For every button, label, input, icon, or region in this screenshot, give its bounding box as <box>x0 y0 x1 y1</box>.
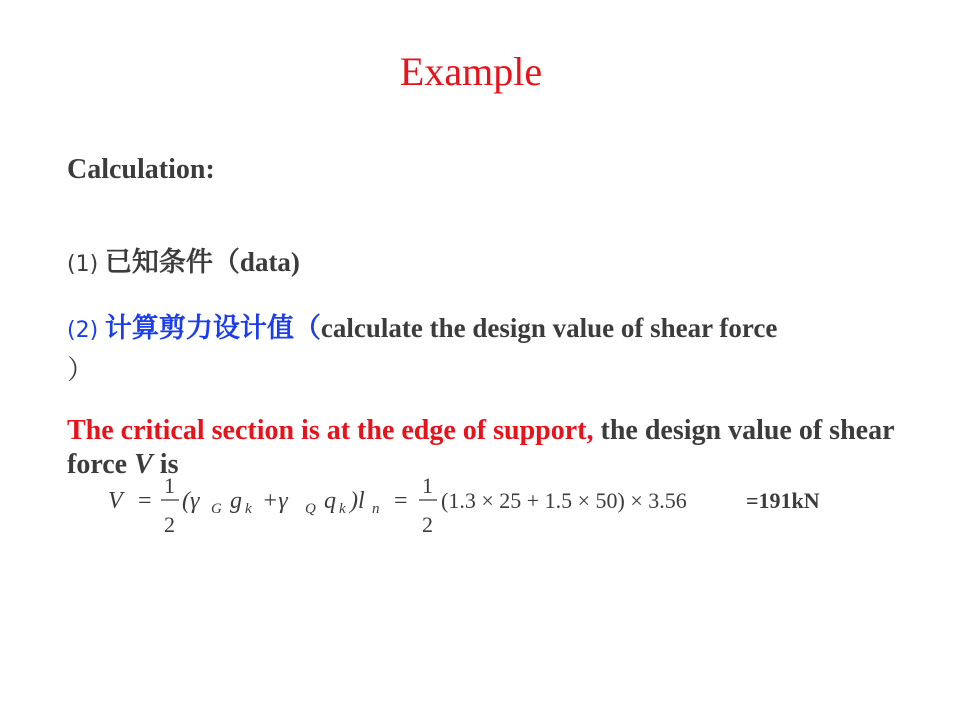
formula-sub-k2: k <box>339 501 346 517</box>
slide-title: Example <box>399 49 543 94</box>
calculation-label: Calculation: <box>67 154 215 185</box>
formula-close-l: )l <box>350 488 365 514</box>
step-1 <box>67 240 300 279</box>
formula-body-open: (γ <box>182 488 200 514</box>
formula-g: g <box>230 488 242 514</box>
shear-force-formula <box>100 470 860 540</box>
formula-result: =191kN <box>746 488 820 513</box>
formula-eq-1: = <box>138 488 152 514</box>
formula-half-den-2: 2 <box>422 512 433 537</box>
formula-half-den-1: 2 <box>164 512 175 537</box>
step-2-cjk: 计算剪力设计值（ <box>104 313 321 344</box>
formula-sub-n: n <box>372 501 380 517</box>
step-2-english: calculate the design value of shear force <box>320 313 778 343</box>
critical-section-red-text: The critical section is at the edge of support, <box>67 415 594 446</box>
formula-eq-2: = <box>394 488 408 514</box>
step-2 <box>67 306 777 345</box>
formula-q: q <box>324 488 336 514</box>
step-2-close-paren: ） <box>67 355 94 386</box>
shear-force-symbol: V <box>134 449 153 480</box>
formula-half-num-2: 1 <box>422 473 433 498</box>
formula-sub-g: G <box>211 501 222 517</box>
formula-sub-k1: k <box>245 501 252 517</box>
step-1-english: data) <box>239 247 300 277</box>
formula-sub-q: Q <box>305 501 316 517</box>
formula-plus-gamma: +γ <box>262 488 288 514</box>
formula-lhs: V <box>108 488 123 514</box>
formula-half-num-1: 1 <box>164 473 175 498</box>
step-1-number: (1) <box>67 252 99 277</box>
paragraph-text-1: the design value of shear force <box>67 415 894 480</box>
step-2-number: (2) <box>67 318 99 343</box>
formula-numeric: (1.3 × 25 + 1.5 × 50) × 3.56 <box>441 488 687 513</box>
step-1-cjk: 已知条件（ <box>104 247 240 278</box>
paragraph-text-2: is <box>152 449 179 480</box>
